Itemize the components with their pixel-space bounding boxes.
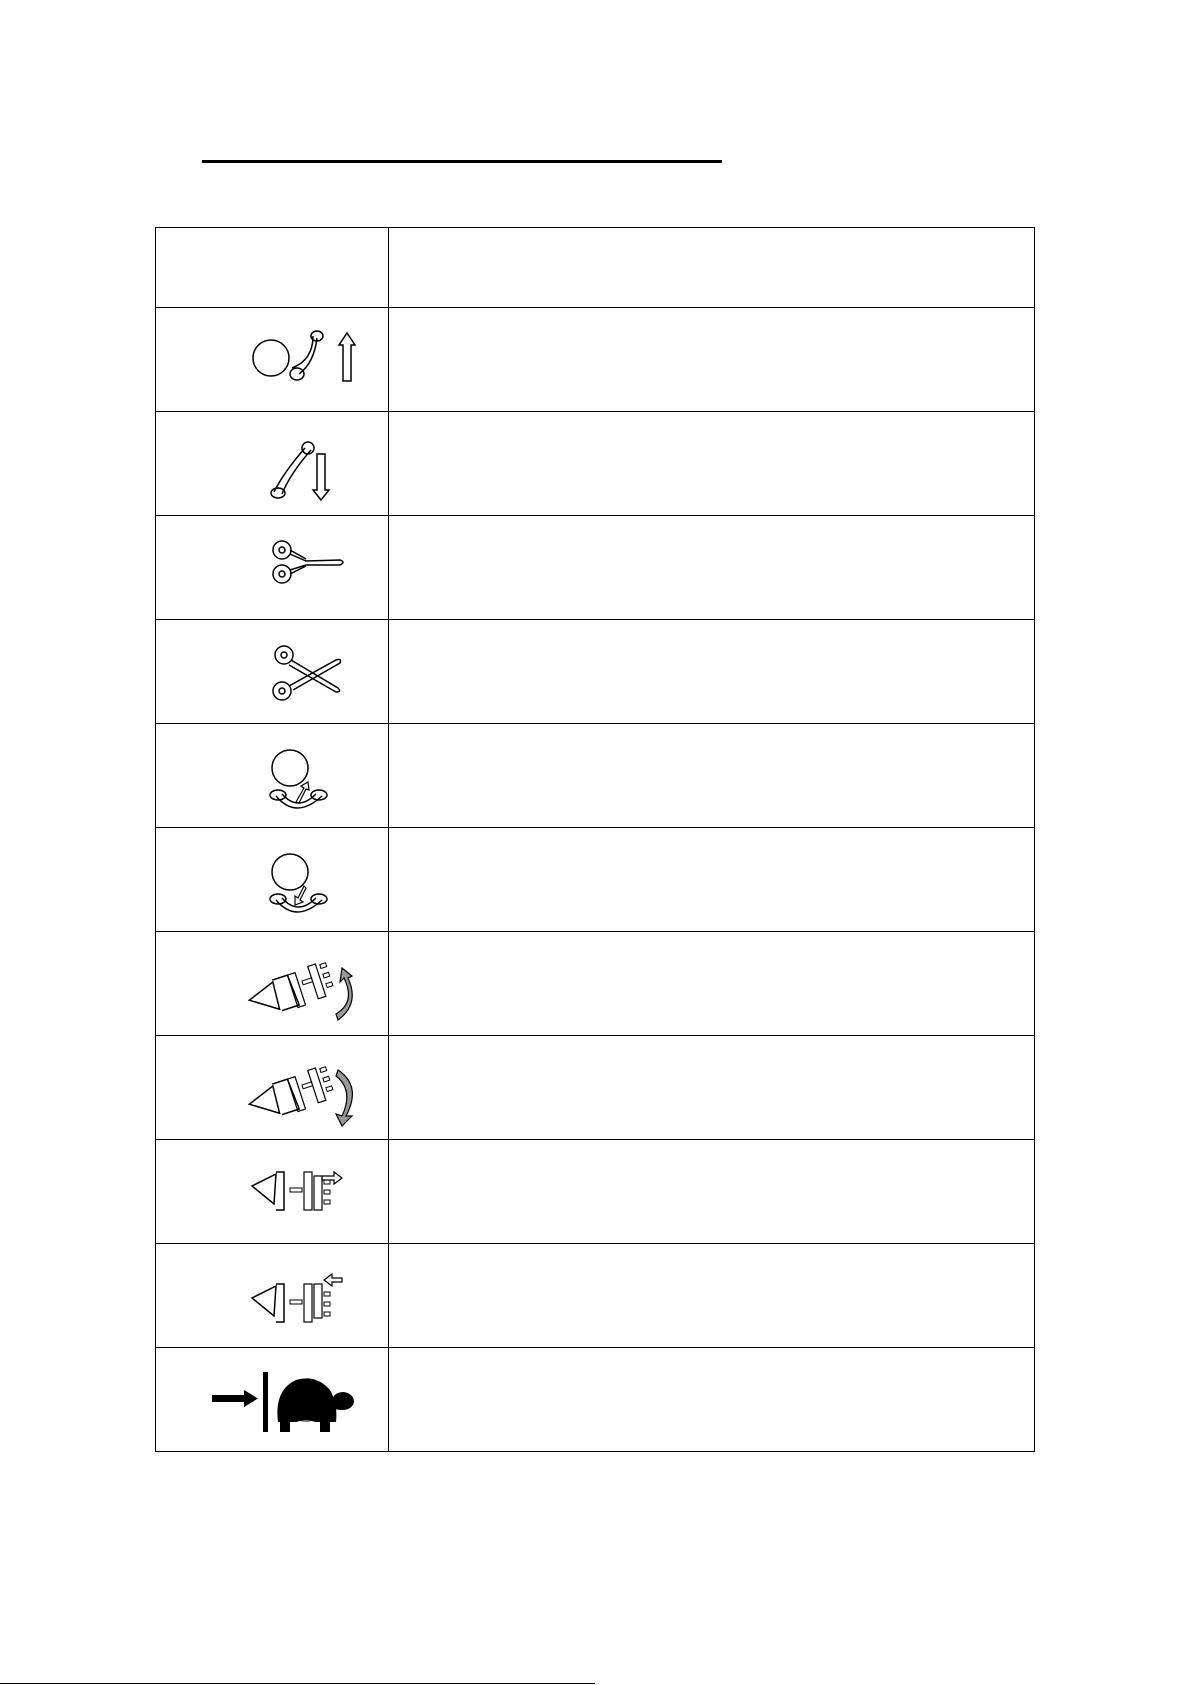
table-row xyxy=(156,724,1035,828)
footnote-separator xyxy=(0,1683,595,1684)
row-description xyxy=(389,1140,1035,1244)
title-underline xyxy=(202,160,722,163)
header-description-cell xyxy=(389,228,1035,308)
row-description xyxy=(389,412,1035,516)
boom-tilt-up-icon xyxy=(156,932,388,1035)
row-description xyxy=(389,1348,1035,1452)
swing-rotate-right-icon xyxy=(156,828,388,931)
table-row xyxy=(156,1140,1035,1244)
table-row xyxy=(156,1244,1035,1348)
row-description xyxy=(389,724,1035,828)
header-symbol-cell xyxy=(156,228,389,308)
table-row xyxy=(156,620,1035,724)
row-description xyxy=(389,308,1035,412)
boom-arm-raise-icon xyxy=(156,308,388,411)
table-header-row xyxy=(156,228,1035,308)
boom-extend-icon xyxy=(156,1140,388,1243)
row-description xyxy=(389,1036,1035,1140)
row-description xyxy=(389,620,1035,724)
table-row xyxy=(156,308,1035,412)
table-row xyxy=(156,1348,1035,1452)
row-description xyxy=(389,828,1035,932)
boom-tilt-down-icon xyxy=(156,1036,388,1139)
gripper-open-icon xyxy=(156,620,388,723)
swing-rotate-left-icon xyxy=(156,724,388,827)
symbol-table xyxy=(155,227,1035,1452)
table-row xyxy=(156,516,1035,620)
table-row xyxy=(156,1036,1035,1140)
row-description xyxy=(389,932,1035,1036)
slow-speed-turtle-icon xyxy=(156,1348,388,1451)
boom-retract-icon xyxy=(156,1244,388,1347)
table-row xyxy=(156,412,1035,516)
table-row xyxy=(156,828,1035,932)
boom-arm-lower-icon xyxy=(156,412,388,515)
table-row xyxy=(156,932,1035,1036)
row-description xyxy=(389,1244,1035,1348)
row-description xyxy=(389,516,1035,620)
gripper-close-icon xyxy=(156,516,388,619)
